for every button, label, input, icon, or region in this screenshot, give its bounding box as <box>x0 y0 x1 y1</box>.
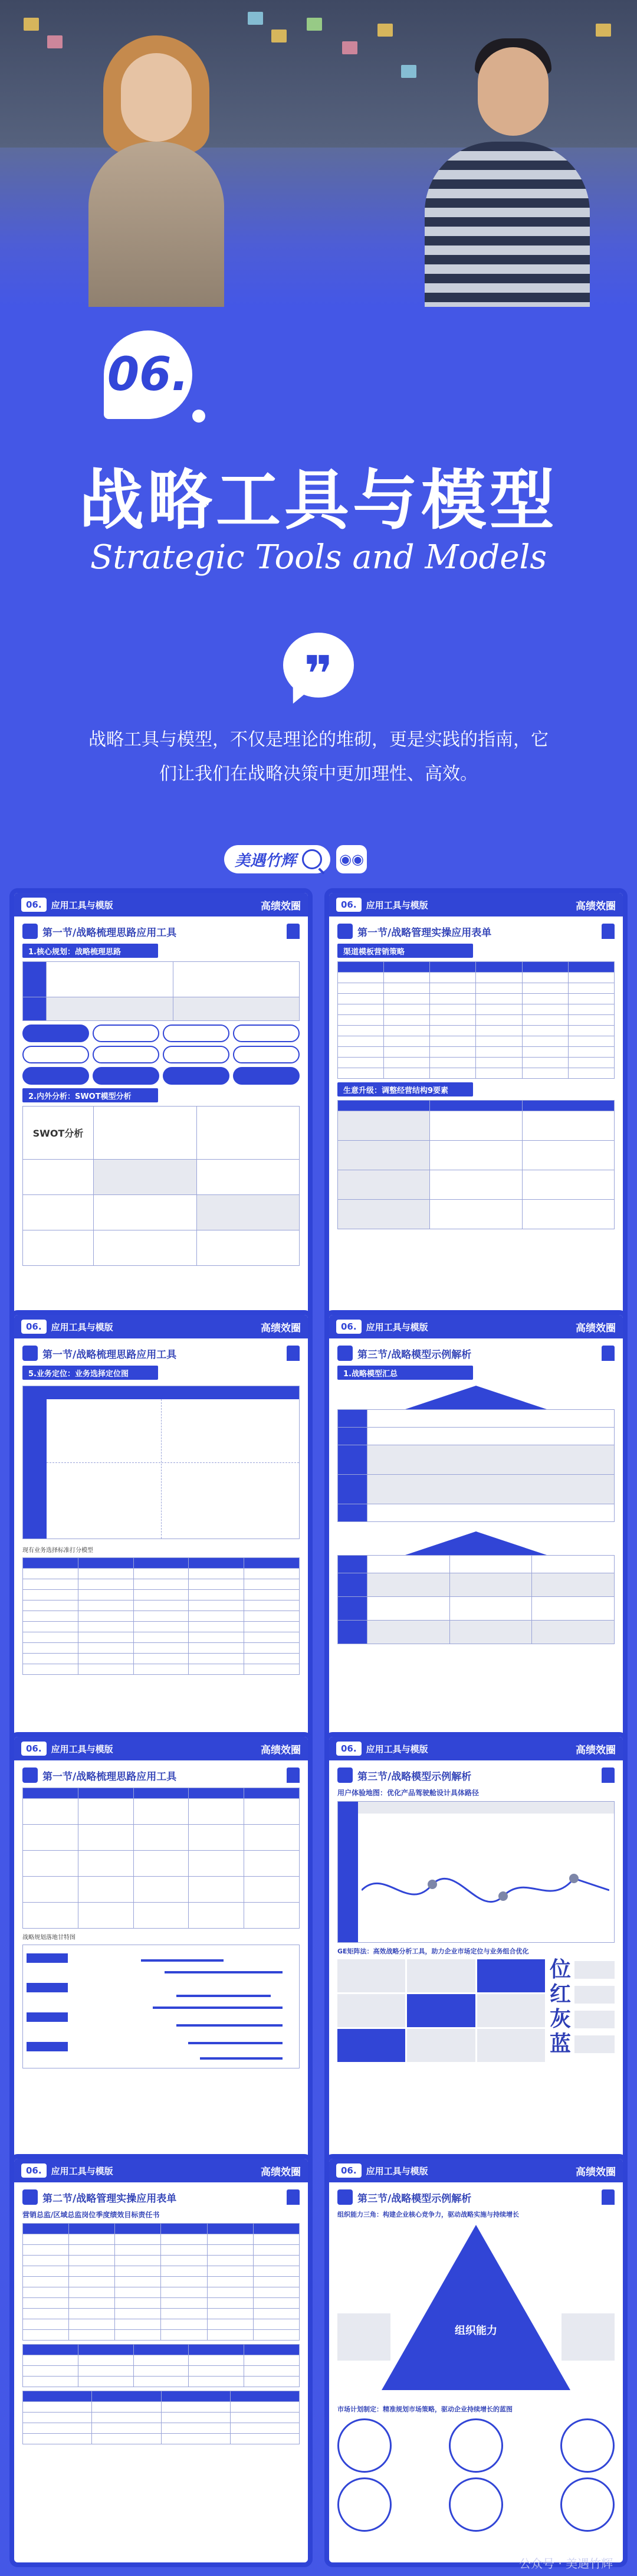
slide-section <box>22 924 300 939</box>
hero-photo <box>0 0 637 307</box>
badge-dot <box>192 410 205 423</box>
slide-section <box>22 1767 300 1783</box>
slide-tag: 06. <box>21 898 47 912</box>
sticky-note <box>24 18 39 31</box>
plan-circle <box>560 2477 615 2532</box>
plan-circle <box>449 2477 503 2532</box>
section-icon <box>22 924 38 939</box>
bookmark-icon <box>287 2189 300 2205</box>
market-plan-circles <box>337 2418 615 2473</box>
sticky-note <box>248 12 263 25</box>
plan-circle <box>449 2418 503 2473</box>
slide-header: 06. 应用工具与模版 高绩效圈 <box>14 1737 308 1760</box>
experience-curve <box>362 1855 609 1926</box>
ge-label: 位 <box>550 1958 572 1982</box>
slide-card[interactable] <box>324 2154 628 2567</box>
sticky-note <box>271 30 287 42</box>
ge-label: 红 <box>550 1982 572 2007</box>
section-icon <box>22 1346 38 1361</box>
brand-label: 美遇竹辉 <box>235 852 297 870</box>
slide-header: 06. 应用工具与模版 高绩效圈 <box>329 1315 623 1338</box>
triangle-title: 组织能力三角：构建企业核心竞争力，驱动战略实施与持续增长 <box>337 2211 519 2218</box>
pill-row <box>22 1046 300 1063</box>
market-plan-title: 市场计划制定：精准规划市场策略，驱动企业持续增长的蓝图 <box>337 2405 513 2413</box>
bookmark-icon <box>287 1346 300 1361</box>
section-icon <box>22 1767 38 1783</box>
quote-icon: ❞ <box>283 633 354 698</box>
search-person-icon <box>302 849 322 869</box>
bookmark-icon <box>602 2189 615 2205</box>
gantt-chart <box>22 1945 300 2068</box>
slide-section <box>22 1346 300 1361</box>
kpi-table <box>22 2223 300 2341</box>
slide-header: 06. 应用工具与模版 高绩效圈 <box>329 893 623 917</box>
section-tag: 1.战略模型汇总 <box>337 1366 473 1380</box>
sticky-note <box>401 65 416 78</box>
bookmark-icon <box>602 924 615 939</box>
plan-circle <box>337 2418 392 2473</box>
positioning-matrix <box>22 1386 300 1539</box>
watermark: 公众号 · 美遇竹辉 <box>519 2557 613 2571</box>
slide-header-title: 应用工具与模版 <box>51 899 113 911</box>
section-tag: 5.业务定位：业务选择定位图 <box>22 1366 158 1380</box>
brand-pill[interactable] <box>224 845 330 873</box>
section-tag: 2.内外分析：SWOT模型分析 <box>22 1088 158 1102</box>
form-title: 营销总监/区域总监岗位季度绩效目标责任书 <box>22 2211 160 2219</box>
signoff-table <box>22 2344 300 2387</box>
person-left-body <box>88 142 224 307</box>
person-right-face <box>478 47 549 136</box>
slide-header: 06. 应用工具与模版 高绩效圈 <box>329 1737 623 1760</box>
section-title: 第一节/战略梳理思路应用工具 <box>42 1348 177 1361</box>
slide-header: 06. 应用工具与模版 高绩效圈 <box>329 2159 623 2182</box>
ge-matrix-title: GE矩阵法：高效战略分析工具，助力企业市场定位与业务组合优化 <box>337 1947 529 1955</box>
bookmark-icon <box>287 1767 300 1783</box>
slide-card[interactable] <box>9 1732 313 2187</box>
swot-table: SWOT分析 <box>22 1106 300 1266</box>
roof-shape <box>405 1386 547 1409</box>
bookmark-icon <box>602 1767 615 1783</box>
slide-card[interactable] <box>9 1310 313 1765</box>
slide-header: 06. 应用工具与模版 高绩效圈 <box>14 2159 308 2182</box>
section-icon <box>22 2189 38 2205</box>
section-tag: 1.核心规划：战略梳理思路 <box>22 944 158 958</box>
chapter-number: 06. <box>107 348 189 401</box>
journey-map <box>337 1801 615 1943</box>
bookmark-icon <box>287 924 300 939</box>
triangle-shape <box>382 2225 570 2390</box>
plan-table <box>22 1788 300 1929</box>
plan-circle <box>337 2477 392 2532</box>
capability-triangle <box>329 2225 623 2402</box>
sticky-note <box>342 41 357 54</box>
section-title: 第三节/战略模型示例解析 <box>357 1770 472 1783</box>
strategy-table <box>22 961 300 1021</box>
sticky-note <box>47 35 63 48</box>
section-icon <box>337 924 353 939</box>
score-table <box>22 1557 300 1675</box>
bookmark-icon <box>602 1346 615 1361</box>
market-plan-circles <box>337 2477 615 2532</box>
slide-card[interactable] <box>324 888 628 1343</box>
person-right-body <box>425 142 590 307</box>
slide-card[interactable] <box>9 888 313 1343</box>
slide-section <box>22 2189 300 2205</box>
roof-shape <box>405 1531 547 1555</box>
section-title: 第一节/战略管理实操应用表单 <box>357 927 492 939</box>
triangle-center-label: 组织能力 <box>455 2325 497 2337</box>
plan-circle <box>560 2418 615 2473</box>
page-subtitle: Strategic Tools and Models <box>90 538 547 577</box>
sticky-note <box>377 24 393 37</box>
slide-card[interactable] <box>324 1732 628 2187</box>
elements-table <box>337 1100 615 1229</box>
intro-line: 们让我们在战略决策中更加理性、高效。 <box>159 764 478 784</box>
ge-matrix <box>337 1959 615 2062</box>
section-title: 第三节/战略模型示例解析 <box>357 2192 472 2205</box>
summary-table <box>22 2391 300 2444</box>
section-tag: 生意升级：调整经营结构9要素 <box>337 1082 473 1096</box>
chapter-badge <box>104 330 192 419</box>
ge-label: 灰 <box>550 2007 572 2031</box>
section-icon <box>337 1346 353 1361</box>
form-table <box>337 961 615 1079</box>
person-left-face <box>121 53 192 142</box>
section-tag: 渠道模板营销策略 <box>337 944 473 958</box>
slide-header: 06. 应用工具与模版 高绩效圈 <box>14 1315 308 1338</box>
section-title: 第三节/战略模型示例解析 <box>357 1348 472 1361</box>
pill-row <box>22 1024 300 1042</box>
slide-header-brand: 高绩效圈 <box>261 900 301 912</box>
section-title: 第一节/战略梳理思路应用工具 <box>42 927 177 939</box>
slide-section <box>337 1767 615 1783</box>
sticky-note <box>307 18 322 31</box>
intro-line: 战略工具与模型，不仅是理论的堆砌，更是实践的指南，它 <box>88 729 549 750</box>
model-summary <box>337 1386 615 1644</box>
section-icon <box>337 1767 353 1783</box>
slide-header <box>14 893 308 917</box>
slide-section <box>337 2189 615 2205</box>
intro-paragraph <box>65 723 572 791</box>
gantt-caption: 战略规划落地甘特图 <box>22 1935 75 1941</box>
brand-row <box>224 843 367 876</box>
map-title: 用户体验地图：优化产品驾驶舱设计具体路径 <box>337 1789 480 1797</box>
slide-card[interactable] <box>324 1310 628 1765</box>
section-title: 第一节/战略梳理思路应用工具 <box>42 1770 177 1783</box>
slide-section <box>337 924 615 939</box>
section-icon <box>337 2189 353 2205</box>
page-title: 战略工具与模型 <box>79 463 558 538</box>
sticky-note <box>596 24 611 37</box>
pill-row <box>22 1067 300 1085</box>
ge-label: 蓝 <box>550 2032 572 2056</box>
slide-section <box>337 1346 615 1361</box>
wechat-icon[interactable]: ◉◉ <box>336 845 367 873</box>
slide-card[interactable] <box>9 2154 313 2567</box>
section-title: 第二节/战略管理实操应用表单 <box>42 2192 177 2205</box>
table-caption: 现有业务选择标准打分模型 <box>22 1547 93 1554</box>
